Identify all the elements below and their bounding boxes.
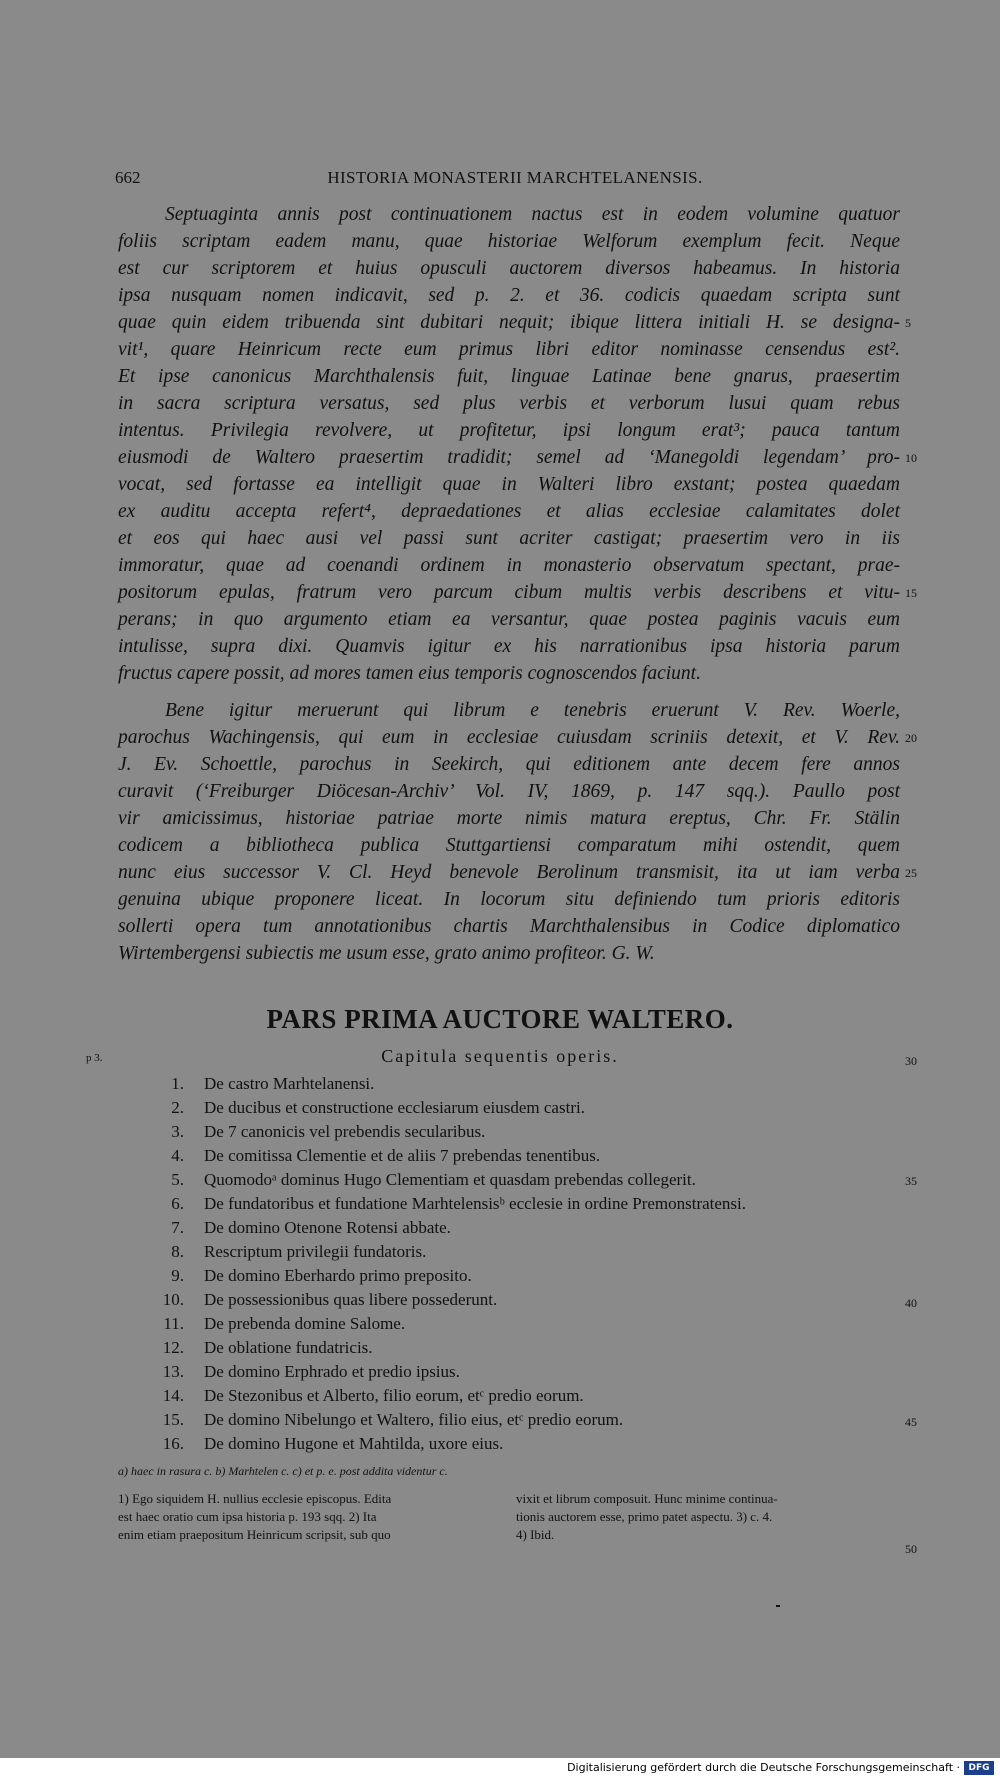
chapter-number: 9. <box>171 1266 184 1285</box>
text-line: est cur scriptorem et huius opusculi auctorem diversos habeamus. In historia <box>118 258 900 279</box>
margin-line-number: 50 <box>905 1542 917 1556</box>
chapter-number: 8. <box>171 1242 184 1261</box>
footnote-line: enim etiam praepositum Heinricum scripsit, sub quo <box>118 1527 391 1542</box>
chapter-title: De prebenda domine Salome. <box>204 1314 406 1333</box>
text-line: vit¹, quare Heinricum recte eum primus libri editor nominasse censendus est². <box>118 339 900 360</box>
text-line: foliis scriptam eadem manu, quae historiae Welforum exemplum fecit. Neque <box>118 231 900 252</box>
critical-notes: a) haec in rasura c. b) Marhtelen c. c) et p. e. post addita videntur c. <box>118 1464 448 1478</box>
chapter-number: 7. <box>171 1218 184 1237</box>
section-title: PARS PRIMA AUCTORE WALTERO. <box>266 1004 734 1034</box>
chapter-title: De possessionibus quas libere possederunt. <box>204 1290 498 1309</box>
chapter-number: 1. <box>171 1074 184 1093</box>
text-line: perans; in quo argumento etiam ea versantur, quae postea paginis vacuis eum <box>118 609 900 630</box>
chapter-number: 15. <box>162 1410 184 1429</box>
text-line: ex auditu accepta refert⁴, depraedationes et alias ecclesiae calamitates dolet <box>118 501 900 522</box>
chapter-title: De Stezonibus et Alberto, filio eorum, etᶜ predio eorum. <box>204 1386 584 1405</box>
printing-mark <box>776 1605 780 1607</box>
chapter-number: 14. <box>162 1386 184 1405</box>
chapter-number: 12. <box>162 1338 184 1357</box>
running-title: HISTORIA MONASTERII MARCHTELANENSIS. <box>327 168 703 187</box>
margin-line-number: 5 <box>905 316 911 330</box>
text-line: vocat, sed fortasse ea intelligit quae in Walteri libro exstant; postea quaedam <box>118 474 900 495</box>
margin-page-reference: p 3. <box>86 1052 103 1064</box>
footnote-line: 1) Ego siquidem H. nullius ecclesie episcopus. Edita <box>118 1491 392 1506</box>
text-line: codicem a bibliotheca publica Stuttgartiensi comparatum mihi ostendit, quem <box>118 835 900 856</box>
funding-notice: Digitalisierung gefördert durch die Deutsche Forschungsgemeinschaft · <box>567 1761 960 1774</box>
text-line: curavit (‘Freiburger Diöcesan-Archiv’ Vol. IV, 1869, p. 147 sqq.). Paullo post <box>118 781 900 802</box>
text-line: intentus. Privilegia revolvere, ut profitetur, ipsi longum erat³; pauca tantum <box>118 420 900 441</box>
text-line: sollerti opera tum annotationibus chartis Marchthalensibus in Codice diplomatico <box>118 916 900 937</box>
footnote-line: tionis auctorem esse, primo patet aspectu. 3) c. 4. <box>516 1509 773 1524</box>
margin-line-number: 25 <box>905 866 917 880</box>
chapter-number: 2. <box>171 1098 184 1117</box>
text-line: Et ipse canonicus Marchthalensis fuit, linguae Latinae bene gnarus, praesertim <box>118 366 900 387</box>
text-line: fructus capere possit, ad mores tamen eius temporis cognoscendos faciunt. <box>118 663 701 684</box>
margin-line-number: 15 <box>905 586 917 600</box>
text-line: eiusmodi de Waltero praesertim tradidit; semel ad ‘Manegoldi legendam’ pro- <box>118 447 900 468</box>
chapter-title: De ducibus et constructione ecclesiarum eiusdem castri. <box>204 1098 585 1117</box>
chapter-number: 5. <box>171 1170 184 1189</box>
footnote-line: vixit et librum composuit. Hunc minime continua- <box>516 1491 778 1506</box>
text-line: in sacra scriptura versatus, sed plus verbis et verborum lusui quam rebus <box>118 393 900 414</box>
chapter-number: 6. <box>171 1194 184 1213</box>
text-line: quae quin eidem tribuenda sint dubitari nequit; ibique littera initiali H. se designa- <box>118 312 900 333</box>
chapter-title: De domino Eberhardo primo preposito. <box>204 1266 472 1285</box>
chapters-heading: Capitula sequentis operis. <box>381 1046 619 1066</box>
margin-line-number: 20 <box>905 731 917 745</box>
text-line: genuina ubique proponere liceat. In locorum situ definiendo tum prioris editoris <box>118 889 900 910</box>
chapter-title: De 7 canonicis vel prebendis secularibus. <box>204 1122 486 1141</box>
chapter-title: De domino Otenone Rotensi abbate. <box>204 1218 451 1237</box>
dfg-logo: DFG <box>964 1761 994 1775</box>
text-line: nunc eius successor V. Cl. Heyd benevole Berolinum transmisit, ita ut iam verba <box>118 862 900 883</box>
text-line: J. Ev. Schoettle, parochus in Seekirch, qui editionem ante decem fere annos <box>118 754 900 775</box>
digitization-footer <box>0 1758 1000 1778</box>
text-line: vir amicissimus, historiae patriae morte nimis matura ereptus, Chr. Fr. Stälin <box>118 808 900 829</box>
text-line: Septuaginta annis post continuationem nactus est in eodem volumine quatuor <box>165 204 900 225</box>
chapter-title: De domino Erphrado et predio ipsius. <box>204 1362 460 1381</box>
footnote-line: 4) Ibid. <box>516 1527 555 1542</box>
chapter-number: 4. <box>171 1146 184 1165</box>
chapter-number: 16. <box>162 1434 184 1453</box>
text-line: et eos qui haec ausi vel passi sunt acriter castigat; praesertim vero in iis <box>118 528 900 549</box>
chapter-number: 3. <box>171 1122 184 1141</box>
margin-line-number: 40 <box>905 1296 917 1310</box>
text-line: ipsa nusquam nomen indicavit, sed p. 2. et 36. codicis quaedam scripta sunt <box>118 285 900 306</box>
chapter-title: De oblatione fundatricis. <box>204 1338 373 1357</box>
text-line: Wirtembergensi subiectis me usum esse, grato animo profiteor. G. W. <box>118 943 655 964</box>
page-number: 662 <box>115 168 141 187</box>
chapter-title: Rescriptum privilegii fundatoris. <box>204 1242 427 1261</box>
chapter-number: 10. <box>162 1290 184 1309</box>
margin-line-number: 45 <box>905 1415 917 1429</box>
chapter-number: 11. <box>163 1314 184 1333</box>
text-line: parochus Wachingensis, qui eum in ecclesiae cuiusdam scriniis detexit, et V. Rev. <box>118 727 900 748</box>
text-line: Bene igitur meruerunt qui librum e tenebris eruerunt V. Rev. Woerle, <box>165 700 900 721</box>
text-line: immoratur, quae ad coenandi ordinem in monasterio observatum spectant, prae- <box>118 555 900 576</box>
footnote-line: est haec oratio cum ipsa historia p. 193 sqq. 2) Ita <box>118 1509 377 1524</box>
text-line: positorum epulas, fratrum vero parcum cibum multis verbis describens et vitu- <box>118 582 900 603</box>
text-line: intulisse, supra dixi. Quamvis igitur ex his narrationibus ipsa historia parum <box>118 636 900 657</box>
chapter-title: De fundatoribus et fundatione Marhtelensisᵇ ecclesie in ordine Premonstratensi. <box>204 1194 747 1213</box>
chapter-title: De domino Nibelungo et Waltero, filio eius, etᶜ predio eorum. <box>204 1410 624 1429</box>
chapter-title: De comitissa Clementie et de aliis 7 prebendas tenentibus. <box>204 1146 601 1165</box>
chapter-title: De castro Marhtelanensi. <box>204 1074 375 1093</box>
chapter-number: 13. <box>162 1362 184 1381</box>
running-header <box>115 168 915 192</box>
margin-line-number: 30 <box>905 1054 917 1068</box>
margin-line-number: 35 <box>905 1174 917 1188</box>
chapter-title: Quomodoᵃ dominus Hugo Clementiam et quasdam prebendas collegerit. <box>204 1170 696 1189</box>
margin-line-number: 10 <box>905 451 917 465</box>
chapter-title: De domino Hugone et Mahtilda, uxore eius. <box>204 1434 504 1453</box>
